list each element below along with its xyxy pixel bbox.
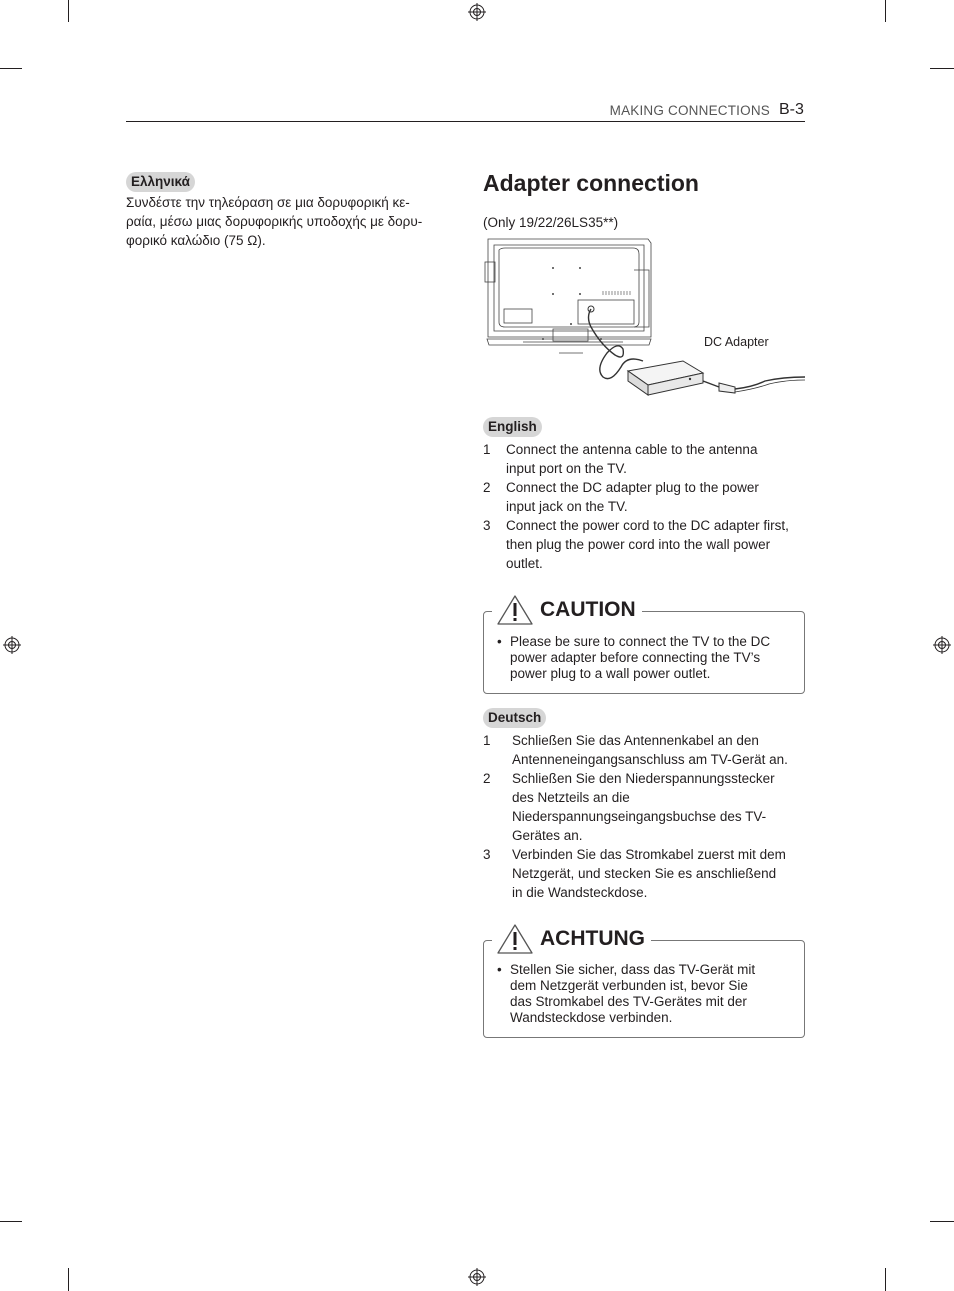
list-item	[483, 769, 808, 845]
warning-icon	[496, 923, 534, 955]
step-line: Verbinden Sie das Stromkabel zuerst mit dem	[512, 847, 786, 862]
greek-paragraph	[126, 193, 446, 250]
crop-mark	[0, 68, 22, 69]
crop-mark	[68, 0, 69, 22]
step-number: 1	[483, 733, 491, 748]
step-line: des Netzteils an die	[512, 790, 630, 805]
list-item	[483, 731, 808, 769]
step-line: then plug the power cord into the wall power	[506, 537, 771, 552]
step-number: 3	[483, 518, 491, 533]
language-badge-deutsch: Deutsch	[483, 708, 546, 728]
step-line: Antenneneingangsanschluss am TV-Gerät an.	[512, 752, 788, 767]
registration-mark-icon	[468, 3, 486, 21]
crop-mark	[0, 1221, 22, 1222]
step-line: Netzgerät, und stecken Sie es anschließend	[512, 866, 777, 881]
language-badge-greek: Ελληνικά	[126, 172, 195, 192]
step-number: 2	[483, 771, 491, 786]
list-item	[483, 845, 808, 902]
caution-line: power plug to a wall power outlet.	[510, 666, 711, 681]
registration-mark-icon	[468, 1268, 486, 1286]
achtung-text	[497, 962, 797, 1026]
greek-line: ραία, μέσω μιας δορυφορικής υποδοχής με δορυ-	[126, 214, 423, 229]
crop-mark	[68, 1268, 69, 1291]
caution-heading	[492, 594, 642, 626]
step-line: Schließen Sie den Niederspannungsstecker	[512, 771, 775, 786]
bullet: •	[497, 634, 502, 649]
list-item	[483, 478, 808, 516]
step-line: input jack on the TV.	[506, 499, 628, 514]
crop-mark	[930, 68, 954, 69]
language-badge-english: English	[483, 417, 542, 437]
step-line: Connect the antenna cable to the antenna	[506, 442, 758, 457]
tv-adapter-illustration	[483, 237, 808, 409]
step-line: input port on the TV.	[506, 461, 627, 476]
step-line: Gerätes an.	[512, 828, 583, 843]
step-number: 2	[483, 480, 491, 495]
greek-line: Συνδέστε την τηλεόραση σε μια δορυφορική κε-	[126, 195, 410, 210]
caution-label: CAUTION	[540, 598, 636, 621]
caution-line: power adapter before connecting the TV’s	[510, 650, 761, 665]
crop-mark	[930, 1221, 954, 1222]
caution-line: Please be sure to connect the TV to the DC	[510, 634, 771, 649]
step-line: Connect the DC adapter plug to the power	[506, 480, 759, 495]
achtung-line: Stellen Sie sicher, dass das TV-Gerät mit	[510, 962, 756, 977]
crop-mark	[885, 0, 886, 22]
achtung-line: Wandsteckdose verbinden.	[510, 1010, 673, 1025]
list-item	[483, 516, 808, 573]
page-title: Adapter connection	[483, 170, 699, 196]
crop-mark	[885, 1268, 886, 1291]
section-label: MAKING CONNECTIONS	[609, 103, 770, 118]
achtung-line: dem Netzgerät verbunden ist, bevor Sie	[510, 978, 748, 993]
step-line: Niederspannungseingangsbuchse des TV-	[512, 809, 767, 824]
greek-line: φορικό καλώδιο (75 Ω).	[126, 233, 266, 248]
model-note: (Only 19/22/26LS35**)	[483, 215, 619, 230]
step-number: 3	[483, 847, 491, 862]
step-line: Connect the power cord to the DC adapter first,	[506, 518, 789, 533]
step-line: Schließen Sie das Antennenkabel an den	[512, 733, 759, 748]
achtung-heading	[492, 923, 651, 955]
english-steps	[483, 440, 808, 573]
list-item	[483, 440, 808, 478]
step-number: 1	[483, 442, 491, 457]
step-line: outlet.	[506, 556, 543, 571]
registration-mark-icon	[3, 636, 21, 654]
caution-text	[497, 634, 797, 682]
bullet: •	[497, 962, 502, 977]
page-number: B-3	[779, 101, 804, 118]
header-rule	[126, 121, 805, 122]
deutsch-steps	[483, 731, 808, 902]
achtung-line: das Stromkabel des TV-Gerätes mit der	[510, 994, 747, 1009]
warning-icon	[496, 594, 534, 626]
dc-adapter-label: DC Adapter	[704, 335, 769, 349]
step-line: in die Wandsteckdose.	[512, 885, 648, 900]
registration-mark-icon	[933, 636, 951, 654]
achtung-label: ACHTUNG	[540, 927, 645, 950]
